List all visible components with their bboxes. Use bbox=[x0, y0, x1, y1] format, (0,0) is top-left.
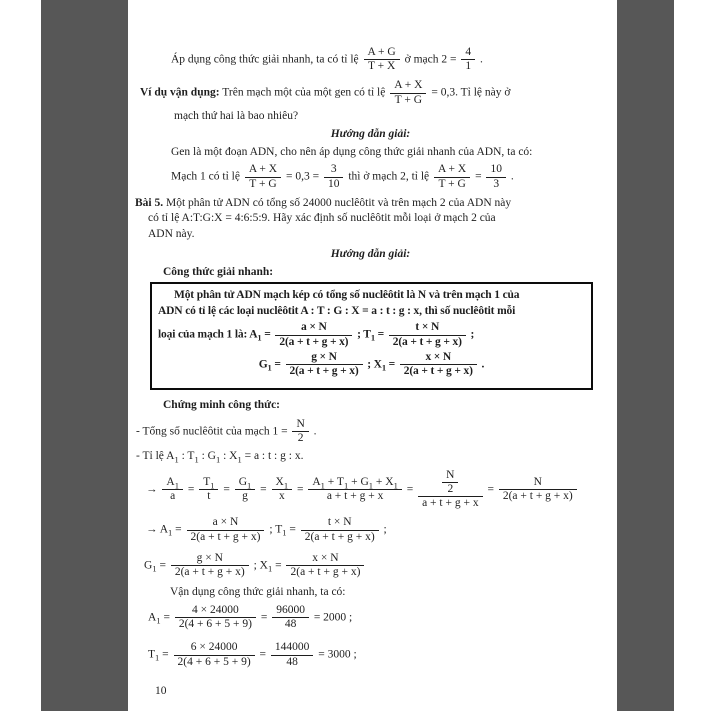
fraction: $\frac{A + X}{T + G}$ bbox=[434, 163, 470, 190]
fraction: $\frac{x \times N}{2(a + t + g + x)}$ bbox=[286, 552, 364, 579]
document-page bbox=[128, 0, 617, 711]
fraction: $\frac{N}{2(a + t + g + x)}$ bbox=[499, 476, 577, 503]
fraction: $\frac{a \times N}{2(a + t + g + x)}$ bbox=[187, 516, 265, 543]
solution-heading-1: Hướng dẫn giải: bbox=[330, 128, 411, 141]
fraction: $\frac{A + G}{T + X}$ bbox=[364, 46, 400, 73]
fraction: $\frac{g \times N}{2(a + t + g + x)}$ bbox=[171, 552, 249, 579]
fraction: $\frac{144000}{48}$ bbox=[271, 641, 314, 668]
fraction: $\frac{10}{3}$ bbox=[486, 163, 506, 190]
solution-heading-2: Hướng dẫn giải: bbox=[330, 248, 411, 261]
result-t1: $T_1$ = $\frac{6 \times 24000}{2(4 + 6 + 5 + 9)}$ = $\frac{144000}{48}$ = 3000 ; bbox=[148, 641, 357, 668]
line-bai5-1: Bài 5. Một phân tử ADN có tổng số 24000 nuclêôtit và trên mạch 2 của ADN này bbox=[135, 196, 512, 209]
result-a1: $A_1$ = $\frac{4 \times 24000}{2(4 + 6 + 5 + 9)}$ = $\frac{96000}{48}$ = 2000 ; bbox=[148, 603, 353, 631]
apply-header: Vận dụng công thức giải nhanh, ta có: bbox=[170, 586, 346, 599]
fraction: $\frac{A + X}{T + G}$ bbox=[390, 79, 426, 106]
proof-a1-t1: → $A_1$ = $\frac{a \times N}{2(a + t + g + x)}$ ; $T_1$ = $\frac{t \times N}{2(a + t + g + x)}$ ; bbox=[146, 516, 387, 543]
box-line-1: Một phân tử ADN mạch kép có tổng số nuclêôtit là N và trên mạch 1 của bbox=[174, 289, 520, 302]
fraction: $\frac{G_1}{g}$ bbox=[235, 476, 256, 503]
line-bai5-3: ADN này. bbox=[148, 227, 195, 240]
fraction: $\frac{t \times N}{2(a + t + g + x)}$ bbox=[301, 516, 379, 543]
quick-formula-box bbox=[150, 282, 593, 390]
line-bai5-2: có tỉ lệ A:T:G:X = 4:6:5:9. Hãy xác định số nuclêôtit mỗi loại ở mạch 2 của bbox=[148, 212, 496, 225]
fraction: $\frac{T_1}{t}$ bbox=[199, 476, 218, 503]
proof-chain: → $\frac{A_1}{a}$ = $\frac{T_1}{t}$ = $\frac{G_1}{g}$ = $\frac{X_1}{x}$ = $\frac{A_1 + T_1 + G_1 + X_1}{a + t + g + x}$ = $\frac{\frac{N}{2}}{a + t + g + x}$ = $\frac{N}{2(a + t + g + x)}$ bbox=[134, 469, 607, 511]
fraction: $\frac{A + X}{T + G}$ bbox=[245, 163, 281, 190]
line-apply-formula: Áp dụng công thức giải nhanh, ta có tỉ lệ $\frac{A + G}{T + X}$ ở mạch 2 = $\frac{4}{1}$ . bbox=[171, 46, 483, 73]
box-line-2: ADN có tỉ lệ các loại nuclêôtit A : T : G : X = a : t : g : x, thì số nuclêôtit mỗi bbox=[158, 304, 516, 317]
line-example-problem-1: Ví dụ vận dụng: Trên mạch một của một gen có tỉ lệ $\frac{A + X}{T + G}$ = 0,3. Tỉ lệ này ở bbox=[140, 79, 511, 106]
fraction: $\frac{X_1}{x}$ bbox=[272, 476, 293, 503]
fraction: $\frac{N}{2}$ bbox=[442, 469, 458, 496]
fraction: $\frac{A_1 + T_1 + G_1 + X_1}{a + t + g + x}$ bbox=[308, 476, 401, 503]
fraction: $\frac{a \times N}{2(a + t + g + x)}$ bbox=[275, 321, 352, 348]
fraction: $\frac{x \times N}{2(a + t + g + x)}$ bbox=[400, 351, 477, 378]
box-line-3: loại của mạch 1 là: $A_1$ = $\frac{a \times N}{2(a + t + g + x)}$ ; $T_1$ = $\frac{t \times N}{2(a + t + g + x)}$ ; bbox=[158, 321, 475, 348]
fraction: $\frac{A_1}{a}$ bbox=[162, 476, 183, 503]
fraction: $\frac{4 \times 24000}{2(4 + 6 + 5 + 9)}$ bbox=[175, 604, 256, 631]
quick-formula-header: Công thức giải nhanh: bbox=[163, 265, 274, 278]
proof-ratio: - Tỉ lệ $A_1$ : $T_1$ : $G_1$ : $X_1 = a$ : t : g : x. bbox=[136, 450, 304, 465]
intro-section bbox=[134, 46, 607, 280]
fraction: $\frac{96000}{48}$ bbox=[272, 604, 309, 631]
photo-background-right-bar bbox=[617, 0, 674, 711]
line-gen-adn: Gen là một đoạn ADN, cho nên áp dụng công thức giải nhanh của ADN, ta có: bbox=[171, 145, 533, 158]
proof-total-nucleotide: - Tổng số nuclêôtit của mạch 1 = $\frac{N}{2}$ . bbox=[136, 417, 317, 445]
fraction: $\frac{\frac{N}{2}}{a + t + g + x}$ bbox=[418, 469, 483, 511]
line-mach1-ratio: Mạch 1 có tỉ lệ $\frac{A + X}{T + G}$ = 0,3 = $\frac{3}{10}$ thì ở mạch 2, tỉ lệ $\frac{A + X}{T + G}$ = $\frac{10}{3}$ . bbox=[171, 163, 514, 190]
photo-background-left-bar bbox=[41, 0, 128, 711]
fraction: $\frac{4}{1}$ bbox=[461, 46, 475, 73]
proof-g1-x1: $G_1$ = $\frac{g \times N}{2(a + t + g + x)}$ ; $X_1$ = $\frac{x \times N}{2(a + t + g + x)}$ bbox=[134, 552, 607, 579]
page-number: 10 bbox=[155, 685, 167, 697]
fraction: $\frac{3}{10}$ bbox=[324, 163, 344, 190]
fraction: $\frac{6 \times 24000}{2(4 + 6 + 5 + 9)}$ bbox=[174, 641, 255, 668]
fraction: $\frac{g \times N}{2(a + t + g + x)}$ bbox=[286, 351, 363, 378]
fraction: $\frac{N}{2}$ bbox=[292, 418, 308, 445]
proof-section bbox=[134, 398, 607, 668]
fraction: $\frac{t \times N}{2(a + t + g + x)}$ bbox=[389, 321, 466, 348]
proof-header: Chứng minh công thức: bbox=[163, 399, 280, 412]
box-line-4: $G_1$ = $\frac{g \times N}{2(a + t + g + x)}$ ; $X_1$ = $\frac{x \times N}{2(a + t + g + x)}$ . bbox=[258, 350, 485, 378]
line-example-problem-2: mạch thứ hai là bao nhiêu? bbox=[174, 109, 299, 122]
